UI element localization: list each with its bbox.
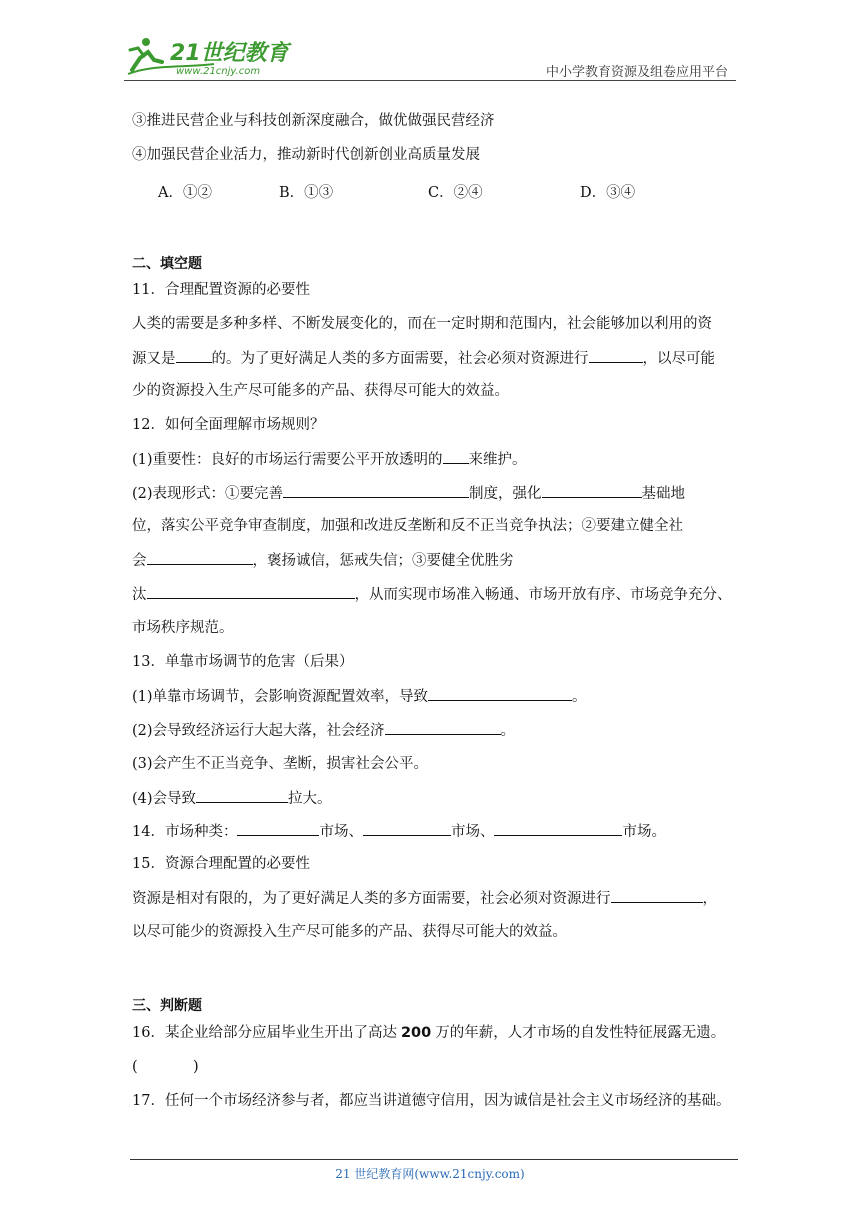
- q15-line2: 以尽可能少的资源投入生产尽可能多的产品、获得尽可能大的效益。: [132, 924, 567, 940]
- q16-text: 万的年薪，人才市场的自发性特征展露无遗。: [435, 1025, 726, 1041]
- section-title-judgment: 三、判断题: [132, 998, 202, 1014]
- q12-text: 基础地: [641, 486, 686, 502]
- q13-text: 拉大。: [288, 791, 332, 807]
- q15-text: 资源是相对有限的，为了更好满足人类的多方面需要，社会必须对资源进行: [132, 891, 611, 907]
- section-title-fill-blank: 二、填空题: [132, 256, 202, 272]
- q13-part4: [132, 788, 332, 809]
- q12-text: 会: [132, 553, 147, 569]
- q12-part6: 市场秩序规范。: [132, 620, 234, 636]
- answer-blank[interactable]: [176, 348, 212, 363]
- q10-option-d: D．③④: [580, 185, 636, 201]
- logo-text: 21世纪教育: [170, 41, 289, 66]
- q12-part5: [132, 584, 732, 605]
- q12-text: (1)重要性：良好的市场运行需要公平开放透明的: [132, 452, 443, 468]
- q12-part1: [132, 449, 527, 470]
- q12-text: 来维护。: [468, 452, 527, 468]
- q15-text: ，: [702, 891, 717, 907]
- q17-line: 17．任何一个市场经济参与者，都应当讲道德守信用，因为诚信是社会主义市场经济的基础。: [132, 1093, 731, 1109]
- answer-blank[interactable]: [237, 821, 319, 836]
- q14-text: 14．市场种类：: [132, 824, 238, 840]
- q13-text: 。: [572, 689, 587, 705]
- answer-blank[interactable]: [611, 888, 703, 903]
- q13-part1: [132, 686, 587, 707]
- q13-title: 13．单靠市场调节的危害（后果）: [132, 654, 354, 670]
- q10-option-a: A．①②: [158, 185, 212, 201]
- q13-part2: [132, 720, 515, 741]
- q12-title: 12．如何全面理解市场规则？: [132, 417, 325, 433]
- footer-divider: [130, 1159, 738, 1160]
- q12-text: 制度，强化: [469, 486, 542, 502]
- answer-blank[interactable]: [443, 449, 469, 464]
- q16-answer-paren[interactable]: ( ): [132, 1059, 199, 1075]
- logo-url: www.21cnjy.com: [176, 66, 261, 77]
- q10-item3: ③推进民营企业与科技创新深度融合，做优做强民营经济: [132, 113, 495, 129]
- q16-line: [132, 1023, 725, 1043]
- q12-text: ，从而实现市场准入畅通、市场开放有序、市场竞争充分、: [354, 587, 732, 603]
- q12-part4: [132, 550, 514, 571]
- answer-blank[interactable]: [196, 788, 288, 803]
- q11-title: 11．合理配置资源的必要性: [132, 282, 310, 298]
- q14-text: 市场、: [450, 824, 495, 840]
- q11-line2: [132, 348, 715, 369]
- q11-text: 源又是: [132, 351, 176, 367]
- q10-option-b: B．①③: [279, 185, 334, 201]
- q10-option-c: C．②④: [428, 185, 483, 201]
- footer-link[interactable]: 21 世纪教育网(www.21cnjy.com): [335, 1167, 525, 1181]
- answer-blank[interactable]: [147, 550, 253, 565]
- q16-number: 200: [400, 1025, 432, 1041]
- platform-name: 中小学教育资源及组卷应用平台: [545, 65, 728, 80]
- q12-text: 汰: [132, 587, 147, 603]
- answer-blank[interactable]: [589, 348, 643, 363]
- q13-text: (1)单靠市场调节，会影响资源配置效率，导致: [132, 689, 429, 705]
- answer-blank[interactable]: [542, 483, 642, 498]
- q11-text: ，以尽可能: [642, 351, 715, 367]
- q14-line: [132, 821, 666, 842]
- q15-title: 15．资源合理配置的必要性: [132, 856, 310, 872]
- site-logo[interactable]: [124, 34, 294, 80]
- q14-text: 市场、: [319, 824, 363, 840]
- answer-blank[interactable]: [147, 584, 355, 599]
- q11-line3: 少的资源投入生产尽可能多的产品、获得尽可能大的效益。: [132, 383, 509, 399]
- q10-item4: ④加强民营企业活力，推动新时代创新创业高质量发展: [132, 147, 480, 163]
- answer-blank[interactable]: [283, 483, 469, 498]
- q12-text: (2)表现形式：①要完善: [132, 486, 284, 502]
- answer-blank[interactable]: [363, 821, 451, 836]
- q11-text: 的。为了更好满足人类的多方面需要，社会必须对资源进行: [211, 351, 589, 367]
- q13-part3: (3)会产生不正当竞争、垄断，损害社会公平。: [132, 756, 429, 772]
- q12-part3: 位，落实公平竞争审查制度，加强和改进反垄断和反不正当竞争执法；②要建立健全社: [132, 518, 683, 534]
- q12-text: ，褒扬诚信，惩戒失信；③要健全优胜劣: [252, 553, 514, 569]
- q12-part2: [132, 483, 685, 504]
- q13-text: (2)会导致经济运行大起大落，社会经济: [132, 723, 385, 739]
- answer-blank[interactable]: [494, 821, 622, 836]
- answer-blank[interactable]: [385, 720, 501, 735]
- q13-text: (4)会导致: [132, 791, 197, 807]
- header-divider: [124, 80, 736, 81]
- answer-blank[interactable]: [428, 686, 572, 701]
- q16-text: 16．某企业给部分应届毕业生开出了高达: [132, 1025, 397, 1041]
- q13-text: 。: [500, 723, 516, 739]
- q15-line1: [132, 888, 717, 909]
- q14-text: 市场。: [622, 824, 666, 840]
- q11-line1: 人类的需要是多种多样、不断发展变化的，而在一定时期和范围内，社会能够加以利用的资: [132, 316, 712, 332]
